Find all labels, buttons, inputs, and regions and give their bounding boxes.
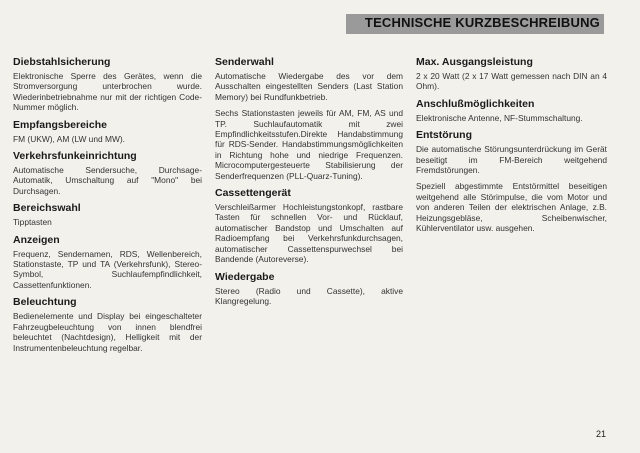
section-paragraph: Sechs Stationstasten jeweils für AM, FM, AS und TP. Suchlaufautomatik mit zwei Empfindlichkeitsstufen.Direkte Handabstimmung für RDS-Sender. Handabstimmungsmöglichkeiten in Richtung hohe und niedrige Frequenzen. Microcomputergesteuerte Stabilisierung der Senderfrequenzen (PLL-Quarz-Tuning). [215, 108, 403, 181]
section [416, 129, 607, 233]
section-paragraph: 2 x 20 Watt (2 x 17 Watt gemessen nach DIN an 4 Ohm). [416, 71, 607, 92]
section-paragraph: Frequenz, Sendernamen, RDS, Wellenbereich, Stationstaste, TP und TA (Verkehrsfunk), Stereo-Symbol, Suchlaufempfindlichkeit, Cassettenfunktionen. [13, 248, 202, 290]
section [215, 187, 403, 264]
column-1 [13, 56, 202, 359]
section [215, 56, 403, 181]
section-heading: Anschlußmöglichkeiten [416, 97, 535, 110]
section-paragraph: FM (UKW), AM (LW und MW). [13, 133, 125, 144]
section-paragraph: Verschleißarmer Hochleistungstonkopf, rastbare Tasten für schnellen Vor- und Rücklauf, automatischer Bandstop und Umschalten auf Radioempfang bei Verkehrsfunkdurchsagen, automatischer Cassettenspurwechsel bei Bandende (Autoreverse). [215, 202, 403, 265]
section-heading: Max. Ausgangsleistung [416, 56, 533, 68]
section-paragraph: Stereo (Radio und Cassette), aktive Klangregelung. [215, 285, 403, 306]
section-paragraph: Automatische Sendersuche, Durchsage-Automatik, Umschaltung auf "Mono" bei Durchsagen. [13, 165, 202, 196]
page-title: TECHNISCHE KURZBESCHREIBUNG [364, 15, 600, 30]
section-heading: Beleuchtung [13, 296, 77, 309]
section [13, 119, 202, 144]
section [416, 98, 607, 123]
section [13, 234, 202, 291]
page-number: 21 [595, 429, 606, 439]
section [416, 56, 607, 92]
section-heading: Cassettengerät [215, 187, 291, 200]
section-heading: Entstörung [416, 129, 472, 142]
section-paragraph: Elektronische Antenne, NF-Stummschaltung. [416, 112, 583, 123]
section-heading: Senderwahl [215, 56, 274, 68]
section-heading: Empfangsbereiche [13, 118, 107, 131]
section [13, 150, 202, 196]
section [13, 296, 202, 353]
column-2 [215, 56, 403, 312]
section-heading: Diebstahlsicherung [13, 56, 111, 68]
section-heading: Anzeigen [13, 233, 60, 246]
column-3 [416, 56, 607, 239]
section [13, 202, 202, 227]
section-paragraph: Die automatische Störungsunterdrückung im Gerät beseitigt im FM-Bereich weitgehend Fremdstörungen. [416, 144, 607, 176]
section [13, 56, 202, 113]
section-heading: Verkehrsfunkeinrichtung [13, 150, 137, 163]
section-paragraph: Bedienelemente und Display bei eingeschalteter Fahrzeugbeleuchtung von innen blendfrei beleuchtet (Nachtdesign), Helligkeit mit der Instrumentenbeleuchtung regelbar. [13, 311, 202, 353]
section-paragraph: Speziell abgestimmte Entstörmittel beseitigen weitgehend alle Störimpulse, die vom Motor und von anderen Teilen der elektrischen Anlage, z.B. Heizungsgebläse, Scheibenwischer, Kühlerventilator usw. ausgehen. [416, 181, 607, 234]
section-heading: Bereichswahl [13, 202, 81, 215]
section-paragraph: Elektronische Sperre des Gerätes, wenn die Stromversorgung unterbrochen wurde. Wiederinbetriebnahme nur mit der richtigen Code-Nummer möglich. [13, 71, 202, 113]
section-paragraph: Tipptasten [13, 217, 52, 228]
section [215, 271, 403, 307]
section-heading: Wiedergabe [215, 270, 275, 283]
section-paragraph: Automatische Wiedergabe des vor dem Ausschalten eingestellten Senders (Last Station Memory) bei Rundfunkbetrieb. [215, 71, 403, 102]
